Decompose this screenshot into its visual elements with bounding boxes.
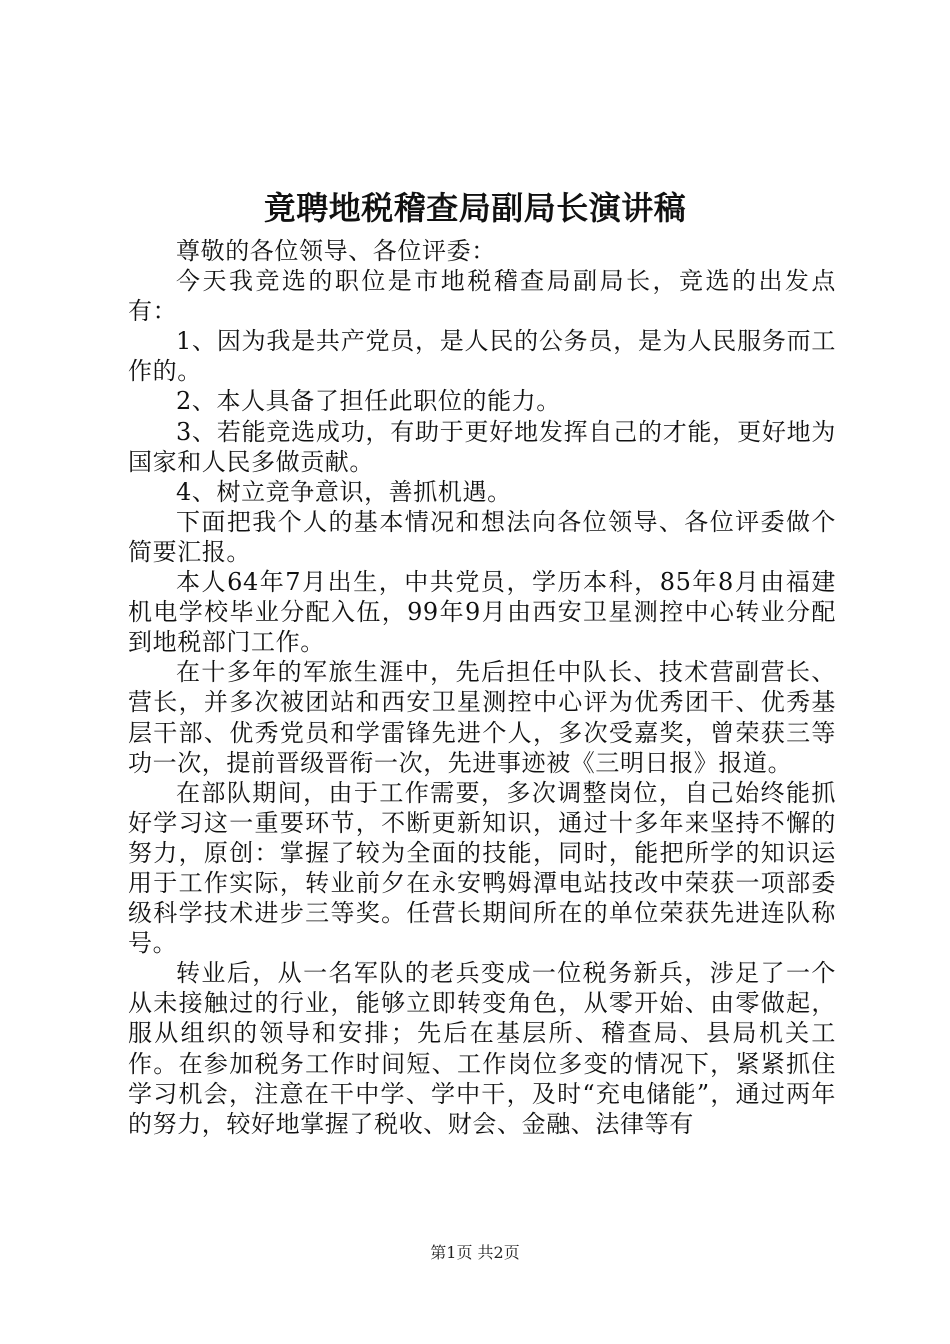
- paragraph-point-3: 3、若能竞选成功，有助于更好地发挥自己的才能，更好地为国家和人民多做贡献。: [128, 417, 836, 476]
- paragraph-intro: 今天我竞选的职位是市地税稽查局副局长，竞选的出发点有：: [128, 267, 836, 326]
- paragraph-military-career: 在十多年的军旅生涯中，先后担任中队长、技术营副营长、营长，并多次被团站和西安卫星测控中心评为优秀团干、优秀基层干部、优秀党员和学雷锋先进个人，多次受嘉奖，曾荣获三等功一次，提前晋级晋衔一次，先进事迹被《三明日报》报道。: [128, 658, 836, 777]
- document-body: [128, 236, 836, 1139]
- paragraph-report-intro: 下面把我个人的基本情况和想法向各位领导、各位评委做个简要汇报。: [128, 507, 836, 566]
- paragraph-point-4: 4、树立竞争意识，善抓机遇。: [176, 477, 512, 506]
- salutation: 尊敬的各位领导、各位评委：: [176, 237, 496, 265]
- paragraph-point-1: 1、因为我是共产党员，是人民的公务员，是为人民服务而工作的。: [128, 327, 836, 386]
- document-title: 竟聘地税稽查局副局长演讲稿: [263, 189, 687, 227]
- paragraph-military-learning: 在部队期间，由于工作需要，多次调整岗位，自己始终能抓好学习这一重要环节，不断更新知识，通过十多年来坚持不懈的努力，原创：掌握了较为全面的技能，同时，能把所学的知识运用于工作实际，转业前夕在永安鸭姆潭电站技改中荣获一项部委级科学技术进步三等奖。任营长期间所在的单位荣获先进连队称号。: [128, 778, 836, 958]
- paragraph-background: 本人64年7月出生，中共党员，学历本科，85年8月由福建机电学校毕业分配入伍，99年9月由西安卫星测控中心转业分配到地税部门工作。: [128, 568, 836, 657]
- paragraph-point-2: 2、本人具备了担任此职位的能力。: [176, 387, 561, 416]
- page-footer: 第1页 共2页: [430, 1243, 520, 1262]
- paragraph-tax-career: 转业后，从一名军队的老兵变成一位税务新兵，涉足了一个从未接触过的行业，能够立即转变角色，从零开始、由零做起，服从组织的领导和安排；先后在基层所、稽查局、县局机关工作。在参加税务工作时间短、工作岗位多变的情况下，紧紧抓住学习机会，注意在干中学、学中干，及时“充电储能”，通过两年的努力，较好地掌握了税收、财会、金融、法律等有: [128, 959, 836, 1138]
